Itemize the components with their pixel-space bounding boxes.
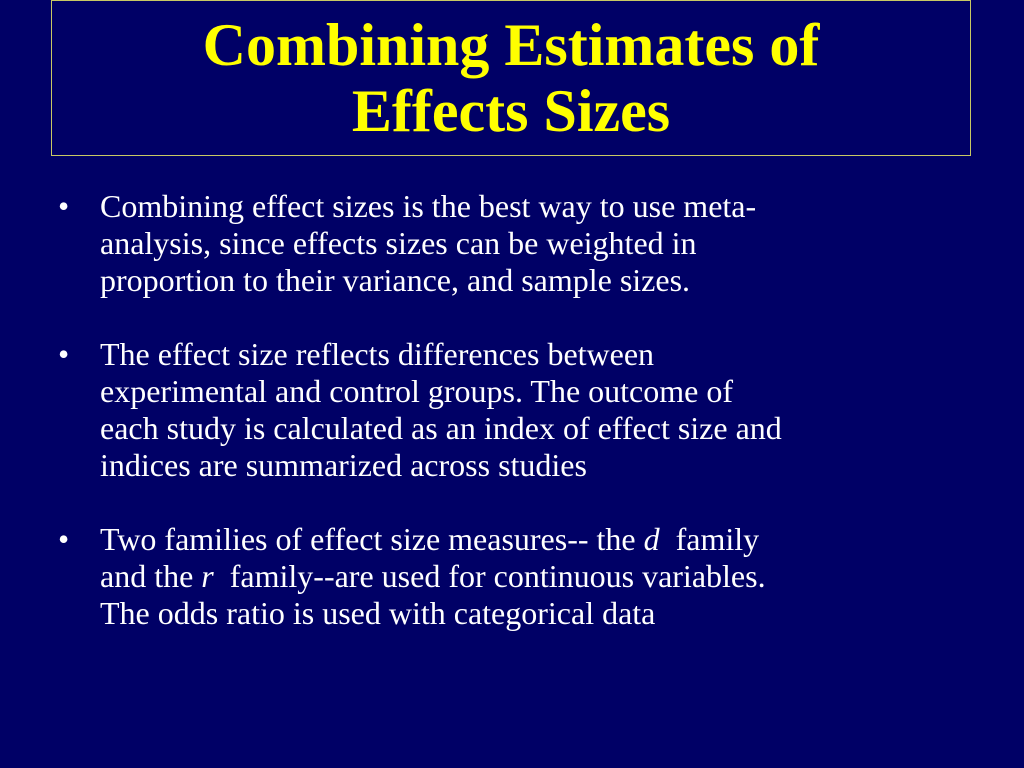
d-family-symbol: d <box>643 521 660 557</box>
bullet-item-effect-size <box>58 336 978 484</box>
slide-title-line-1: Combining Estimates of <box>202 12 820 78</box>
bullet-3-line-2 <box>100 558 978 595</box>
bullet-3-line-1-post: family <box>659 521 760 557</box>
bullet-3-line-2-pre: and the <box>100 558 202 594</box>
bullet-glyph: • <box>58 336 70 372</box>
bullet-item-combining <box>58 188 978 299</box>
bullet-3-line-1-pre: Two families of effect size measures-- the <box>100 521 644 557</box>
bullet-glyph: • <box>58 188 70 224</box>
bullet-1-line-1: Combining effect sizes is the best way to use meta- <box>100 188 757 224</box>
slide-title-box <box>51 0 971 156</box>
bullet-3-line-2-post: family--are used for continuous variables. <box>213 558 766 594</box>
slide-title-line-2: Effects Sizes <box>351 78 671 144</box>
bullet-item-families <box>58 521 978 632</box>
bullet-2-line-3: each study is calculated as an index of effect size and <box>100 410 782 446</box>
bullet-list <box>58 188 978 669</box>
bullet-3-line-3: The odds ratio is used with categorical data <box>100 595 656 631</box>
bullet-2-line-1: The effect size reflects differences between <box>100 336 655 372</box>
bullet-1-line-2: analysis, since effects sizes can be weighted in <box>100 225 697 261</box>
bullet-2-line-4: indices are summarized across studies <box>100 447 587 483</box>
bullet-glyph: • <box>58 521 70 557</box>
bullet-1-line-3: proportion to their variance, and sample sizes. <box>100 262 691 298</box>
bullet-3-line-1 <box>100 521 978 558</box>
bullet-2-line-2: experimental and control groups. The outcome of <box>100 373 733 409</box>
r-family-symbol: r <box>201 558 214 594</box>
